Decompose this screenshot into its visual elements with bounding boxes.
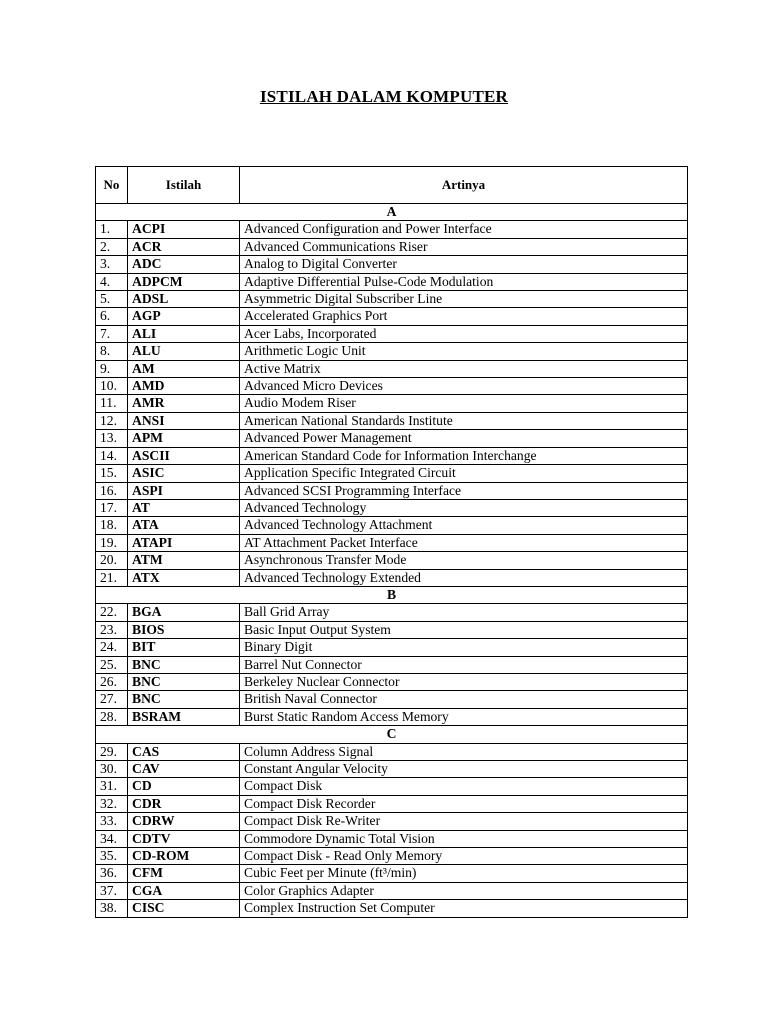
term-cell: CISC (128, 900, 240, 917)
meaning-cell: Advanced Technology Extended (240, 569, 688, 586)
table-row (96, 552, 688, 569)
term-cell: ALI (128, 325, 240, 342)
meaning-cell: Advanced Micro Devices (240, 378, 688, 395)
table-row (96, 761, 688, 778)
term-cell: AMD (128, 378, 240, 395)
table-row (96, 673, 688, 690)
table-row (96, 621, 688, 638)
meaning-cell: Adaptive Differential Pulse-Code Modulation (240, 273, 688, 290)
row-number: 26. (96, 673, 128, 690)
meaning-cell: Advanced Power Management (240, 430, 688, 447)
row-number: 6. (96, 308, 128, 325)
row-number: 38. (96, 900, 128, 917)
header-row (96, 167, 688, 204)
table-row (96, 430, 688, 447)
term-cell: BGA (128, 604, 240, 621)
row-number: 25. (96, 656, 128, 673)
meaning-cell: Compact Disk Re-Writer (240, 813, 688, 830)
row-number: 21. (96, 569, 128, 586)
meaning-cell: Barrel Nut Connector (240, 656, 688, 673)
term-cell: ACR (128, 238, 240, 255)
row-number: 17. (96, 499, 128, 516)
term-cell: CAS (128, 743, 240, 760)
meaning-cell: Arithmetic Logic Unit (240, 343, 688, 360)
term-cell: BSRAM (128, 708, 240, 725)
section-row (96, 726, 688, 743)
row-number: 2. (96, 238, 128, 255)
section-letter: C (96, 726, 688, 743)
meaning-cell: Active Matrix (240, 360, 688, 377)
meaning-cell: Compact Disk Recorder (240, 795, 688, 812)
term-cell: ANSI (128, 412, 240, 429)
term-cell: ASPI (128, 482, 240, 499)
term-cell: ASIC (128, 465, 240, 482)
row-number: 16. (96, 482, 128, 499)
row-number: 9. (96, 360, 128, 377)
row-number: 33. (96, 813, 128, 830)
meaning-cell: British Naval Connector (240, 691, 688, 708)
term-cell: BIOS (128, 621, 240, 638)
table-row (96, 482, 688, 499)
row-number: 28. (96, 708, 128, 725)
table-row (96, 517, 688, 534)
term-cell: BNC (128, 656, 240, 673)
meaning-cell: Color Graphics Adapter (240, 882, 688, 899)
row-number: 24. (96, 639, 128, 656)
meaning-cell: Asymmetric Digital Subscriber Line (240, 291, 688, 308)
row-number: 10. (96, 378, 128, 395)
term-cell: ADSL (128, 291, 240, 308)
term-cell: ASCII (128, 447, 240, 464)
row-number: 22. (96, 604, 128, 621)
row-number: 18. (96, 517, 128, 534)
table-row (96, 604, 688, 621)
term-cell: AMR (128, 395, 240, 412)
table-row (96, 778, 688, 795)
row-number: 23. (96, 621, 128, 638)
meaning-cell: Constant Angular Velocity (240, 761, 688, 778)
terms-table (95, 166, 688, 918)
row-number: 20. (96, 552, 128, 569)
table-row (96, 447, 688, 464)
header-term: Istilah (128, 167, 240, 204)
table-row (96, 499, 688, 516)
term-cell: ACPI (128, 221, 240, 238)
section-row (96, 204, 688, 221)
meaning-cell: Column Address Signal (240, 743, 688, 760)
row-number: 3. (96, 256, 128, 273)
meaning-cell: Asynchronous Transfer Mode (240, 552, 688, 569)
term-cell: BNC (128, 691, 240, 708)
section-letter: B (96, 586, 688, 603)
table-row (96, 813, 688, 830)
meaning-cell: Ball Grid Array (240, 604, 688, 621)
row-number: 36. (96, 865, 128, 882)
row-number: 37. (96, 882, 128, 899)
row-number: 27. (96, 691, 128, 708)
table-row (96, 308, 688, 325)
row-number: 35. (96, 848, 128, 865)
table-row (96, 465, 688, 482)
term-cell: CAV (128, 761, 240, 778)
term-cell: ALU (128, 343, 240, 360)
row-number: 29. (96, 743, 128, 760)
meaning-cell: American Standard Code for Information Interchange (240, 447, 688, 464)
term-cell: CGA (128, 882, 240, 899)
row-number: 15. (96, 465, 128, 482)
meaning-cell: Analog to Digital Converter (240, 256, 688, 273)
table-row (96, 378, 688, 395)
header-no: No (96, 167, 128, 204)
meaning-cell: Compact Disk - Read Only Memory (240, 848, 688, 865)
term-cell: AT (128, 499, 240, 516)
table-row (96, 412, 688, 429)
table-row (96, 795, 688, 812)
term-cell: CDRW (128, 813, 240, 830)
row-number: 1. (96, 221, 128, 238)
meaning-cell: AT Attachment Packet Interface (240, 534, 688, 551)
table-row (96, 534, 688, 551)
table-row (96, 882, 688, 899)
row-number: 32. (96, 795, 128, 812)
row-number: 5. (96, 291, 128, 308)
table-row (96, 569, 688, 586)
term-cell: BNC (128, 673, 240, 690)
table-row (96, 221, 688, 238)
table-row (96, 830, 688, 847)
meaning-cell: Complex Instruction Set Computer (240, 900, 688, 917)
meaning-cell: Commodore Dynamic Total Vision (240, 830, 688, 847)
section-letter: A (96, 204, 688, 221)
term-cell: BIT (128, 639, 240, 656)
row-number: 7. (96, 325, 128, 342)
table-row (96, 639, 688, 656)
table-row (96, 325, 688, 342)
table-row (96, 743, 688, 760)
meaning-cell: Binary Digit (240, 639, 688, 656)
table-row (96, 900, 688, 917)
meaning-cell: Advanced Communications Riser (240, 238, 688, 255)
table-row (96, 395, 688, 412)
row-number: 31. (96, 778, 128, 795)
row-number: 13. (96, 430, 128, 447)
row-number: 30. (96, 761, 128, 778)
term-cell: ATAPI (128, 534, 240, 551)
term-cell: ATX (128, 569, 240, 586)
term-cell: ADPCM (128, 273, 240, 290)
row-number: 11. (96, 395, 128, 412)
table-row (96, 343, 688, 360)
table-row (96, 848, 688, 865)
term-cell: CFM (128, 865, 240, 882)
table-row (96, 273, 688, 290)
row-number: 12. (96, 412, 128, 429)
document-title: ISTILAH DALAM KOMPUTER (259, 87, 509, 106)
meaning-cell: Compact Disk (240, 778, 688, 795)
meaning-cell: Audio Modem Riser (240, 395, 688, 412)
table-row (96, 656, 688, 673)
meaning-cell: American National Standards Institute (240, 412, 688, 429)
term-cell: ATM (128, 552, 240, 569)
meaning-cell: Application Specific Integrated Circuit (240, 465, 688, 482)
row-number: 4. (96, 273, 128, 290)
meaning-cell: Acer Labs, Incorporated (240, 325, 688, 342)
section-row (96, 586, 688, 603)
term-cell: CD-ROM (128, 848, 240, 865)
term-cell: AGP (128, 308, 240, 325)
header-meaning: Artinya (240, 167, 688, 204)
table-row (96, 865, 688, 882)
table-header (96, 167, 688, 204)
meaning-cell: Accelerated Graphics Port (240, 308, 688, 325)
table-row (96, 708, 688, 725)
term-cell: AM (128, 360, 240, 377)
row-number: 8. (96, 343, 128, 360)
meaning-cell: Advanced SCSI Programming Interface (240, 482, 688, 499)
row-number: 14. (96, 447, 128, 464)
meaning-cell: Basic Input Output System (240, 621, 688, 638)
row-number: 34. (96, 830, 128, 847)
table-row (96, 691, 688, 708)
table-body (96, 204, 688, 918)
table-row (96, 291, 688, 308)
meaning-cell: Burst Static Random Access Memory (240, 708, 688, 725)
table-row (96, 256, 688, 273)
meaning-cell: Cubic Feet per Minute (ft³/min) (240, 865, 688, 882)
term-cell: CDR (128, 795, 240, 812)
term-cell: ATA (128, 517, 240, 534)
term-cell: CDTV (128, 830, 240, 847)
term-cell: ADC (128, 256, 240, 273)
meaning-cell: Advanced Configuration and Power Interface (240, 221, 688, 238)
table-row (96, 360, 688, 377)
term-cell: APM (128, 430, 240, 447)
meaning-cell: Advanced Technology Attachment (240, 517, 688, 534)
table-row (96, 238, 688, 255)
meaning-cell: Berkeley Nuclear Connector (240, 673, 688, 690)
term-cell: CD (128, 778, 240, 795)
meaning-cell: Advanced Technology (240, 499, 688, 516)
row-number: 19. (96, 534, 128, 551)
